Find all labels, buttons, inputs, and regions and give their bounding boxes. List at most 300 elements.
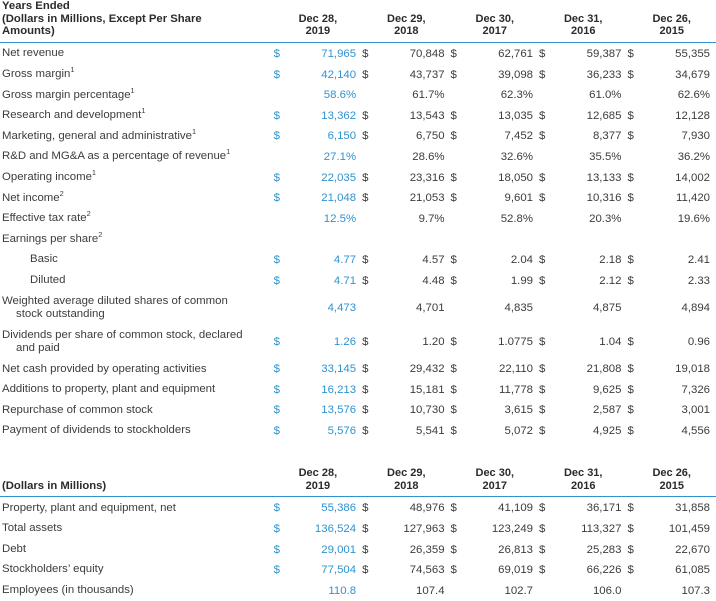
row-label	[0, 421, 274, 442]
table1-col-header-3	[539, 0, 627, 41]
cell-value: 107.3	[681, 584, 710, 597]
table2-col-header-4	[627, 467, 716, 495]
row-label-line2: stock outstanding	[16, 307, 105, 320]
cell-value: 36,233	[586, 68, 622, 81]
currency-symbol: $	[539, 254, 546, 267]
cell-value: 4,875	[592, 301, 622, 314]
table1-col-header-2	[451, 0, 539, 41]
cell-value: 22,670	[675, 543, 710, 556]
table1-col1-line1: Dec 29,	[387, 12, 426, 25]
cell-value: 0.96	[687, 335, 710, 348]
cell-value: 2.12	[599, 274, 622, 287]
cell-value: 18,050	[498, 171, 533, 184]
table2-col2-line2: 2017	[482, 479, 508, 492]
currency-symbol	[274, 209, 288, 230]
cell-value: 123,249	[491, 522, 533, 535]
currency-symbol: $	[450, 335, 457, 348]
footnote-marker: 2	[86, 209, 91, 219]
currency-symbol: $	[627, 335, 634, 348]
row-label-text: Research and development	[2, 109, 142, 122]
currency-symbol	[362, 209, 376, 230]
currency-symbol: $	[539, 274, 546, 287]
row-label	[0, 380, 274, 401]
cell-value: 23,316	[409, 171, 445, 184]
cell-value: 43,737	[409, 68, 445, 81]
cell-value: 61,085	[675, 564, 710, 577]
currency-symbol	[627, 147, 641, 168]
cell-value: 2.04	[510, 254, 533, 267]
cell-value: 127,963	[403, 522, 445, 535]
table1-title-line2: (Dollars in Millions, Except Per Share	[2, 12, 202, 25]
currency-symbol: $	[450, 564, 457, 577]
cell-value: 5,541	[416, 424, 445, 437]
currency-symbol: $	[450, 254, 457, 267]
footnote-marker: 1	[70, 65, 75, 75]
cell-value: 1.04	[599, 335, 622, 348]
table1-header	[0, 0, 716, 44]
currency-symbol	[451, 85, 465, 106]
row-label	[0, 270, 274, 291]
table1-col1-line2: 2018	[394, 25, 419, 38]
cell-value: 12,128	[675, 109, 710, 122]
table1-col3-line2: 2016	[570, 25, 596, 38]
currency-symbol: $	[539, 543, 546, 556]
currency-symbol: $	[362, 68, 369, 81]
currency-symbol	[451, 229, 465, 250]
row-label	[0, 126, 274, 147]
table2-col0-line2: 2019	[305, 479, 331, 492]
currency-symbol: $	[450, 502, 457, 515]
currency-symbol: $	[362, 254, 369, 267]
cell-value: 19.6%	[677, 212, 710, 225]
currency-symbol: $	[627, 502, 634, 515]
table2-col0-line1: Dec 28,	[298, 467, 338, 480]
row-label	[0, 85, 274, 106]
cell-value: 9,601	[504, 192, 533, 205]
cell-value: 42,140	[321, 68, 357, 81]
currency-symbol: $	[362, 424, 369, 437]
row-label	[0, 147, 274, 168]
currency-symbol: $	[362, 564, 369, 577]
row-label-text: Property, plant and equipment, net	[2, 501, 176, 514]
currency-symbol: $	[362, 192, 369, 205]
cell-value: 4,925	[592, 424, 622, 437]
cell-value: 6,750	[416, 130, 445, 143]
cell-value: 19,018	[675, 363, 710, 376]
currency-symbol	[274, 580, 288, 601]
row-label	[0, 188, 274, 209]
cell-value: 13,133	[586, 171, 622, 184]
table1-col4-line1: Dec 26,	[652, 12, 691, 25]
currency-symbol: $	[539, 192, 546, 205]
cell-value: 4,835	[504, 301, 533, 314]
table-row	[0, 147, 716, 168]
cell-value: 36,171	[586, 502, 622, 515]
currency-symbol: $	[539, 522, 546, 535]
cell-value: 52.8%	[500, 212, 533, 225]
cell-value: 55,355	[675, 48, 710, 61]
cell-value	[376, 229, 450, 250]
currency-symbol: $	[450, 48, 457, 61]
cell-value: 102.7	[504, 584, 533, 597]
table1-col0-line2: 2019	[305, 25, 331, 38]
currency-symbol	[451, 209, 465, 230]
currency-symbol	[451, 291, 465, 325]
currency-symbol: $	[362, 543, 369, 556]
cell-value: 61.7%	[412, 89, 445, 102]
currency-symbol: $	[627, 130, 634, 143]
currency-symbol	[539, 229, 553, 250]
table-separator-gap	[0, 441, 716, 467]
currency-symbol: $	[362, 404, 369, 417]
row-label	[0, 64, 274, 85]
cell-value: 4,473	[327, 301, 357, 314]
cell-value: 5,072	[504, 424, 533, 437]
cell-value	[642, 229, 716, 250]
currency-symbol	[274, 291, 288, 325]
cell-value: 39,098	[498, 68, 533, 81]
currency-symbol	[362, 580, 376, 601]
currency-symbol: $	[627, 404, 634, 417]
cell-value: 26,359	[409, 543, 445, 556]
table2-col-header-0	[274, 467, 362, 495]
currency-symbol: $	[539, 363, 546, 376]
cell-value: 101,459	[668, 522, 710, 535]
row-label	[0, 229, 274, 250]
table-row	[0, 270, 716, 291]
currency-symbol: $	[539, 383, 546, 396]
row-label-text: Employees (in thousands)	[2, 584, 134, 597]
cell-value: 1.20	[422, 335, 445, 348]
cell-value: 27.1%	[323, 151, 357, 164]
footnote-marker: 2	[98, 229, 103, 239]
cell-value: 32.6%	[500, 151, 533, 164]
currency-symbol	[362, 229, 376, 250]
currency-symbol	[539, 291, 553, 325]
table-row	[0, 498, 716, 519]
currency-symbol: $	[627, 383, 634, 396]
row-label-line2: and paid	[16, 341, 60, 354]
table-row	[0, 359, 716, 380]
currency-symbol	[627, 85, 641, 106]
currency-symbol: $	[362, 274, 369, 287]
cell-value: 10,316	[586, 192, 622, 205]
cell-value: 11,420	[676, 192, 710, 205]
cell-value: 4.57	[422, 254, 445, 267]
currency-symbol: $	[539, 171, 546, 184]
table-row	[0, 106, 716, 127]
cell-value: 35.5%	[589, 151, 622, 164]
currency-symbol	[539, 85, 553, 106]
table-row	[0, 325, 716, 359]
table-row	[0, 380, 716, 401]
table2-col-header-1	[362, 467, 450, 495]
cell-value: 9,625	[592, 383, 622, 396]
cell-value: 70,848	[409, 48, 445, 61]
currency-symbol: $	[362, 363, 369, 376]
currency-symbol: $	[273, 254, 280, 267]
cell-value: 2.18	[599, 254, 622, 267]
currency-symbol	[451, 580, 465, 601]
table2-col-header-2	[451, 467, 539, 495]
cell-value: 12.5%	[323, 212, 357, 225]
cell-value: 48,976	[409, 502, 445, 515]
cell-value: 62.6%	[677, 89, 710, 102]
cell-value: 29,001	[321, 543, 357, 556]
table-row	[0, 188, 716, 209]
cell-value: 69,019	[498, 564, 533, 577]
row-label	[0, 250, 274, 271]
currency-symbol: $	[539, 68, 546, 81]
balance-sheet-table	[0, 467, 716, 601]
currency-symbol: $	[627, 48, 634, 61]
currency-symbol: $	[627, 363, 634, 376]
row-label	[0, 106, 274, 127]
currency-symbol	[627, 229, 641, 250]
cell-value: 34,679	[675, 68, 710, 81]
table2-col2-line1: Dec 30,	[475, 467, 515, 480]
cell-value: 4,701	[416, 301, 445, 314]
currency-symbol: $	[450, 363, 457, 376]
table2-col3-line1: Dec 31,	[563, 467, 603, 480]
cell-value: 22,035	[321, 171, 357, 184]
currency-symbol: $	[273, 130, 280, 143]
currency-symbol	[539, 580, 553, 601]
cell-value: 29,432	[409, 363, 445, 376]
table2-title	[0, 467, 274, 495]
table-row	[0, 167, 716, 188]
row-label	[0, 498, 274, 519]
cell-value: 7,326	[681, 383, 710, 396]
row-label	[0, 560, 274, 581]
table1-title-line3: Amounts)	[2, 25, 55, 38]
row-label-text: Marketing, general and administrative	[2, 129, 192, 142]
currency-symbol: $	[539, 48, 546, 61]
cell-value: 2,587	[592, 404, 622, 417]
row-label	[0, 539, 274, 560]
currency-symbol: $	[450, 274, 457, 287]
row-label	[0, 400, 274, 421]
currency-symbol: $	[450, 130, 457, 143]
row-label-text: Additions to property, plant and equipment	[2, 383, 216, 396]
cell-value: 4,556	[681, 424, 710, 437]
currency-symbol: $	[273, 543, 280, 556]
table-row	[0, 64, 716, 85]
currency-symbol: $	[362, 502, 369, 515]
currency-symbol	[362, 291, 376, 325]
table-row	[0, 126, 716, 147]
row-label	[0, 359, 274, 380]
row-label-text: Operating income	[2, 170, 92, 183]
cell-value: 58.6%	[323, 89, 357, 102]
cell-value: 25,283	[586, 543, 622, 556]
cell-value: 107.4	[416, 584, 445, 597]
row-label	[0, 44, 274, 65]
currency-symbol: $	[627, 522, 634, 535]
table2-col4-line1: Dec 26,	[652, 467, 691, 480]
table1-col0-line1: Dec 28,	[298, 12, 338, 25]
row-label	[0, 209, 274, 230]
cell-value: 12,685	[586, 109, 622, 122]
currency-symbol	[627, 209, 641, 230]
cell-value: 2.33	[687, 274, 710, 287]
table1-col-header-0	[274, 0, 362, 41]
currency-symbol: $	[627, 68, 634, 81]
cell-value: 3,615	[504, 404, 533, 417]
currency-symbol	[274, 85, 288, 106]
cell-value: 8,377	[592, 130, 622, 143]
table-row	[0, 250, 716, 271]
cell-value: 5,576	[327, 424, 357, 437]
cell-value: 1.26	[333, 335, 357, 348]
table-row	[0, 580, 716, 601]
currency-symbol: $	[450, 192, 457, 205]
table1-col2-line1: Dec 30,	[475, 12, 515, 25]
currency-symbol: $	[273, 404, 280, 417]
currency-symbol	[539, 209, 553, 230]
row-label-text: Debt	[2, 542, 27, 555]
currency-symbol: $	[450, 68, 457, 81]
currency-symbol: $	[362, 109, 369, 122]
row-label	[0, 291, 274, 325]
cell-value: 28.6%	[412, 151, 445, 164]
currency-symbol: $	[627, 171, 634, 184]
cell-value: 13,035	[498, 109, 533, 122]
table2-header-row	[0, 467, 716, 495]
table1-col3-line1: Dec 31,	[563, 12, 603, 25]
currency-symbol: $	[539, 109, 546, 122]
cell-value: 3,001	[681, 404, 710, 417]
cell-value: 113,327	[581, 522, 622, 535]
table-row	[0, 44, 716, 65]
currency-symbol: $	[627, 254, 634, 267]
table2-header	[0, 467, 716, 498]
table1-col-header-4	[627, 0, 716, 41]
cell-value: 14,002	[675, 171, 710, 184]
currency-symbol: $	[450, 543, 457, 556]
cell-value: 33,145	[321, 363, 357, 376]
cell-value: 59,387	[586, 48, 622, 61]
row-label-text: Effective tax rate	[2, 212, 87, 225]
table1-col-header-1	[362, 0, 450, 41]
table2-col1-line1: Dec 29,	[387, 467, 426, 480]
currency-symbol	[539, 147, 553, 168]
cell-value: 13,362	[321, 109, 357, 122]
currency-symbol: $	[539, 335, 546, 348]
currency-symbol: $	[450, 424, 457, 437]
table1-body	[0, 44, 716, 442]
currency-symbol: $	[539, 424, 546, 437]
table-row	[0, 539, 716, 560]
table-row	[0, 291, 716, 325]
footnote-marker: 1	[191, 126, 197, 136]
currency-symbol: $	[362, 383, 369, 396]
currency-symbol: $	[362, 48, 369, 61]
row-label	[0, 325, 274, 359]
table-row	[0, 421, 716, 442]
row-label-text: Net income	[2, 191, 60, 204]
currency-symbol: $	[539, 564, 546, 577]
row-label-text: Payment of dividends to stockholders	[2, 424, 191, 437]
row-label-text: Basic	[30, 253, 58, 266]
cell-value: 1.99	[510, 274, 533, 287]
row-label-text: R&D and MG&A as a percentage of revenue	[2, 150, 227, 163]
currency-symbol: $	[539, 130, 546, 143]
currency-symbol: $	[273, 48, 280, 61]
currency-symbol: $	[539, 404, 546, 417]
cell-value: 21,048	[321, 192, 357, 205]
currency-symbol: $	[273, 171, 280, 184]
cell-value: 6,150	[327, 130, 357, 143]
table2-col-header-3	[539, 467, 627, 495]
cell-value: 71,965	[321, 48, 357, 61]
cell-value: 110.8	[328, 584, 357, 597]
currency-symbol: $	[539, 502, 546, 515]
cell-value: 11,778	[499, 383, 533, 396]
cell-value: 4.77	[333, 254, 357, 267]
cell-value: 10,730	[409, 404, 445, 417]
row-label-text: Total assets	[2, 522, 63, 535]
currency-symbol: $	[450, 383, 457, 396]
cell-value: 20.3%	[589, 212, 622, 225]
cell-value	[553, 229, 627, 250]
cell-value: 77,504	[321, 564, 357, 577]
cell-value: 21,053	[409, 192, 445, 205]
cell-value: 1.0775	[498, 335, 533, 348]
currency-symbol: $	[273, 383, 280, 396]
cell-value: 66,226	[586, 564, 622, 577]
currency-symbol: $	[273, 335, 280, 348]
cell-value: 61.0%	[589, 89, 622, 102]
row-label-text: Repurchase of common stock	[2, 403, 153, 416]
footnote-marker: 2	[59, 188, 64, 198]
cell-value: 21,808	[586, 363, 622, 376]
cell-value: 9.7%	[418, 212, 445, 225]
row-label-text: Stockholders’ equity	[2, 563, 104, 576]
currency-symbol	[451, 147, 465, 168]
row-label	[0, 167, 274, 188]
currency-symbol: $	[627, 424, 634, 437]
currency-symbol: $	[273, 109, 280, 122]
footnote-marker: 1	[130, 85, 135, 95]
currency-symbol: $	[450, 404, 457, 417]
currency-symbol	[627, 580, 641, 601]
cell-value: 2.41	[687, 254, 710, 267]
table1-col4-line2: 2015	[659, 25, 684, 38]
cell-value: 16,213	[321, 383, 357, 396]
currency-symbol: $	[627, 192, 634, 205]
currency-symbol	[362, 147, 376, 168]
cell-value: 7,452	[504, 130, 533, 143]
currency-symbol: $	[273, 522, 280, 535]
table2-col1-line2: 2018	[394, 479, 419, 492]
currency-symbol: $	[362, 522, 369, 535]
currency-symbol: $	[450, 171, 457, 184]
currency-symbol: $	[627, 543, 634, 556]
cell-value: 13,543	[409, 109, 445, 122]
cell-value: 74,563	[409, 564, 445, 577]
row-label-text: Gross margin percentage	[2, 88, 131, 101]
row-label	[0, 519, 274, 540]
cell-value	[288, 229, 362, 250]
table1-title	[0, 0, 274, 41]
table2-col4-line2: 2015	[659, 479, 684, 492]
cell-value: 4.71	[333, 274, 357, 287]
table2-title-line1: (Dollars in Millions)	[2, 479, 107, 492]
cell-value: 26,813	[498, 543, 533, 556]
row-label	[0, 580, 274, 601]
cell-value: 62.3%	[500, 89, 533, 102]
